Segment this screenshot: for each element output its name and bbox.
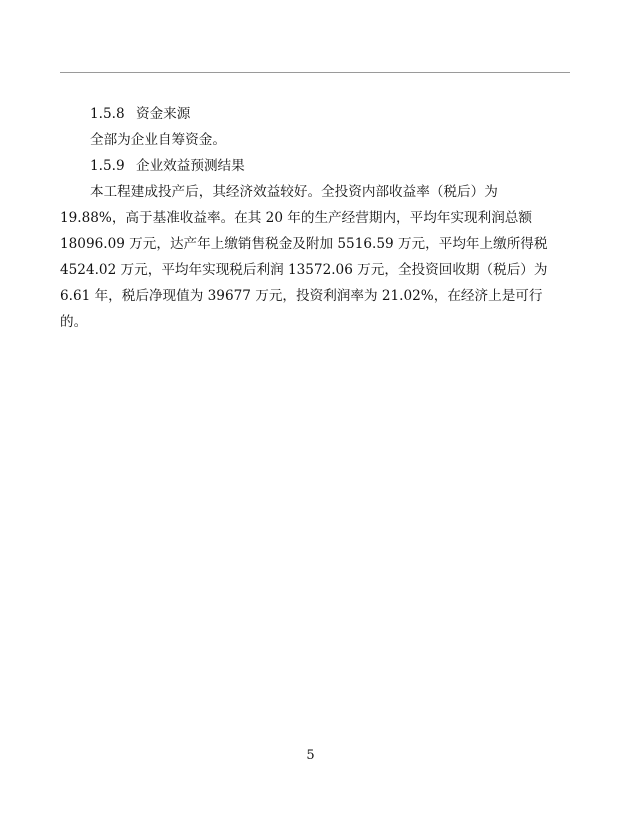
section-paragraph-1-5-9 — [60, 179, 556, 335]
paragraph-line: 6.61 年，税后净现值为 39677 万元，投资利润率为 21.02%，在经济上是可行 — [60, 288, 543, 304]
section-paragraph-1-5-8: 全部为企业自筹资金。 — [90, 132, 226, 148]
paragraph-line: 19.88%，高于基准收益率。在其 20 年的生产经营期内，平均年实现利润总额 — [60, 210, 532, 226]
section-number: 1.5.8 — [90, 106, 125, 122]
section-title: 资金来源 — [136, 106, 191, 122]
section-heading-1-5-8 — [60, 101, 556, 127]
paragraph-line: 本工程建成投产后，其经济效益较好。全投资内部收益率（税后）为 — [90, 184, 498, 200]
section-title: 企业效益预测结果 — [136, 158, 245, 174]
header-rule — [60, 72, 570, 73]
page-number: 5 — [306, 748, 315, 763]
section-heading-1-5-9 — [60, 153, 556, 179]
paragraph-line: 的。 — [60, 314, 88, 330]
document-body — [60, 101, 556, 335]
paragraph-line: 4524.02 万元，平均年实现税后利润 13572.06 万元，全投资回收期（税后）为 — [60, 262, 548, 278]
section-number: 1.5.9 — [90, 158, 125, 174]
paragraph-line: 18096.09 万元，达产年上缴销售税金及附加 5516.59 万元，平均年上缴所得税 — [60, 236, 548, 252]
